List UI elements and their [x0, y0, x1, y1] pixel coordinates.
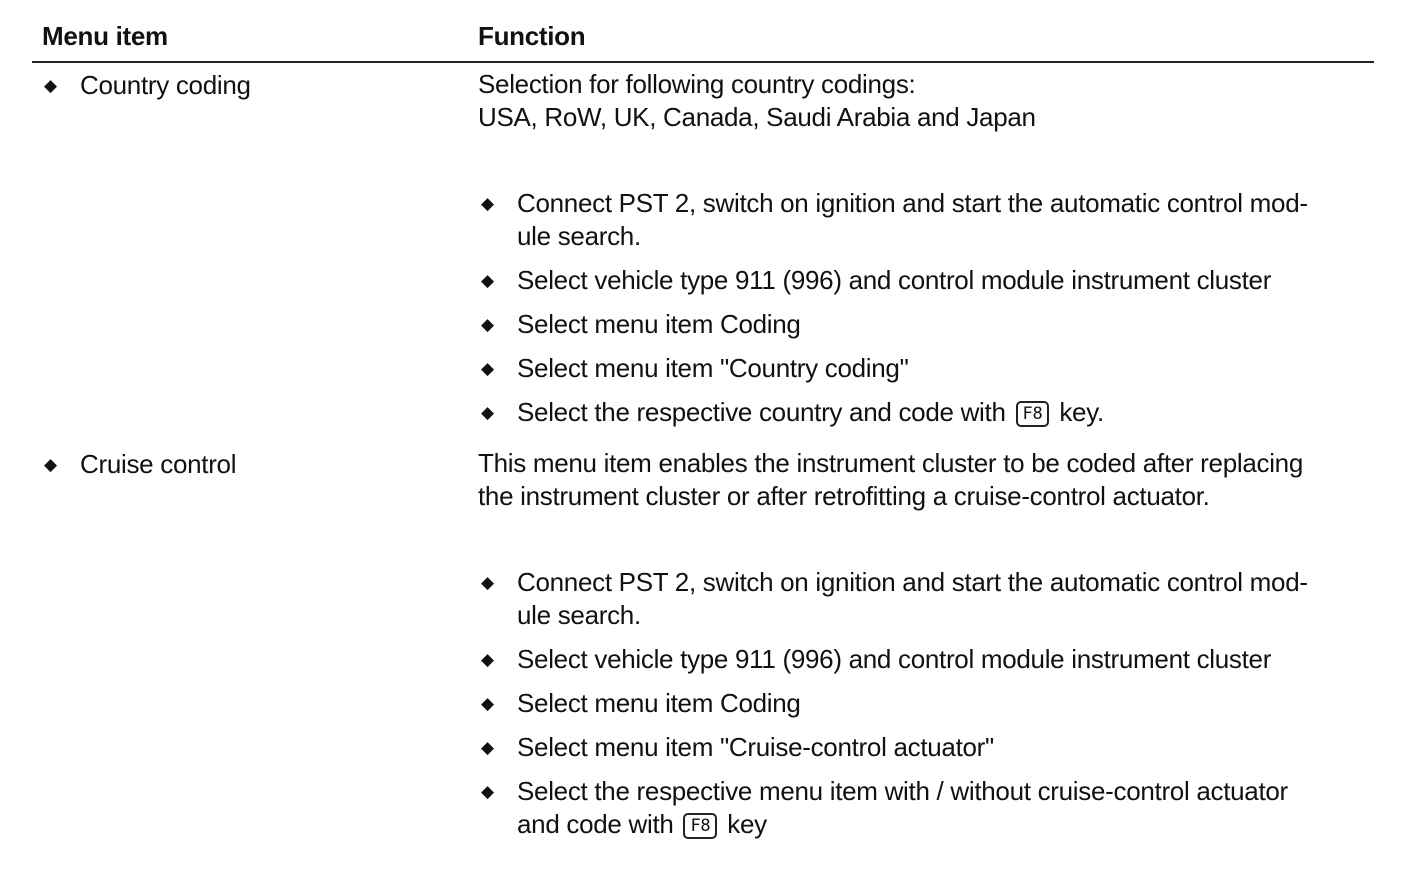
diamond-bullet-icon: ◆	[481, 194, 494, 213]
diamond-bullet-icon: ◆	[44, 455, 57, 474]
menu-item-label: Country coding	[80, 70, 251, 100]
step-text	[517, 808, 1358, 841]
list-item	[478, 187, 1358, 253]
step-text: Connect PST 2, switch on ignition and start the automatic control mod-	[517, 567, 1308, 597]
step-text	[517, 396, 1358, 429]
step-text-after-key: key.	[1059, 397, 1104, 427]
diamond-bullet-icon: ◆	[481, 315, 494, 334]
step-text: ule search.	[517, 600, 641, 630]
description-line: This menu item enables the instrument cluster to be coded after replacing	[478, 448, 1303, 478]
diamond-bullet-icon: ◆	[481, 403, 494, 422]
function-cell	[478, 447, 1358, 852]
diamond-bullet-icon: ◆	[481, 573, 494, 592]
procedure-steps	[478, 187, 1358, 429]
description-line: Selection for following country codings:	[478, 69, 916, 99]
function-cell	[478, 68, 1358, 440]
diamond-bullet-icon: ◆	[481, 359, 494, 378]
list-item	[478, 264, 1358, 297]
header-divider	[32, 61, 1374, 63]
f8-key-icon: F8	[1016, 401, 1050, 427]
step-text: Select menu item Coding	[517, 309, 801, 339]
diamond-bullet-icon: ◆	[44, 76, 57, 95]
list-item	[478, 566, 1358, 632]
function-description	[478, 447, 1358, 513]
description-line: the instrument cluster or after retrofitting a cruise-control actuator.	[478, 481, 1210, 511]
diamond-bullet-icon: ◆	[481, 782, 494, 801]
step-text: ule search.	[517, 221, 641, 251]
list-item	[478, 396, 1358, 429]
diamond-bullet-icon: ◆	[481, 738, 494, 757]
menu-item-cruise-control	[44, 447, 236, 482]
description-line: USA, RoW, UK, Canada, Saudi Arabia and Japan	[478, 102, 1036, 132]
f8-key-icon: F8	[683, 813, 717, 839]
step-text: Select vehicle type 911 (996) and control module instrument cluster	[517, 644, 1272, 674]
menu-item-header: Menu item	[42, 21, 168, 51]
procedure-steps	[478, 566, 1358, 841]
step-text-before-key: and code with	[517, 809, 674, 839]
list-item	[478, 731, 1358, 764]
step-text: Connect PST 2, switch on ignition and start the automatic control mod-	[517, 188, 1308, 218]
step-text: Select menu item "Cruise-control actuator"	[517, 732, 994, 762]
diamond-bullet-icon: ◆	[481, 694, 494, 713]
function-description	[478, 68, 1358, 134]
step-text: Select menu item Coding	[517, 688, 801, 718]
step-text-after-key: key	[727, 809, 767, 839]
list-item	[478, 687, 1358, 720]
menu-item-country-coding	[44, 68, 251, 103]
step-text: Select the respective menu item with / without cruise-control actuator	[517, 776, 1288, 806]
function-header: Function	[478, 21, 586, 51]
list-item	[478, 643, 1358, 676]
list-item	[478, 308, 1358, 341]
step-text: Select menu item "Country coding"	[517, 353, 909, 383]
list-item	[478, 352, 1358, 385]
step-text-before-key: Select the respective country and code with	[517, 397, 1006, 427]
list-item	[478, 775, 1358, 841]
diamond-bullet-icon: ◆	[481, 271, 494, 290]
diamond-bullet-icon: ◆	[481, 650, 494, 669]
step-text: Select vehicle type 911 (996) and control module instrument cluster	[517, 265, 1272, 295]
menu-item-label: Cruise control	[80, 449, 237, 479]
